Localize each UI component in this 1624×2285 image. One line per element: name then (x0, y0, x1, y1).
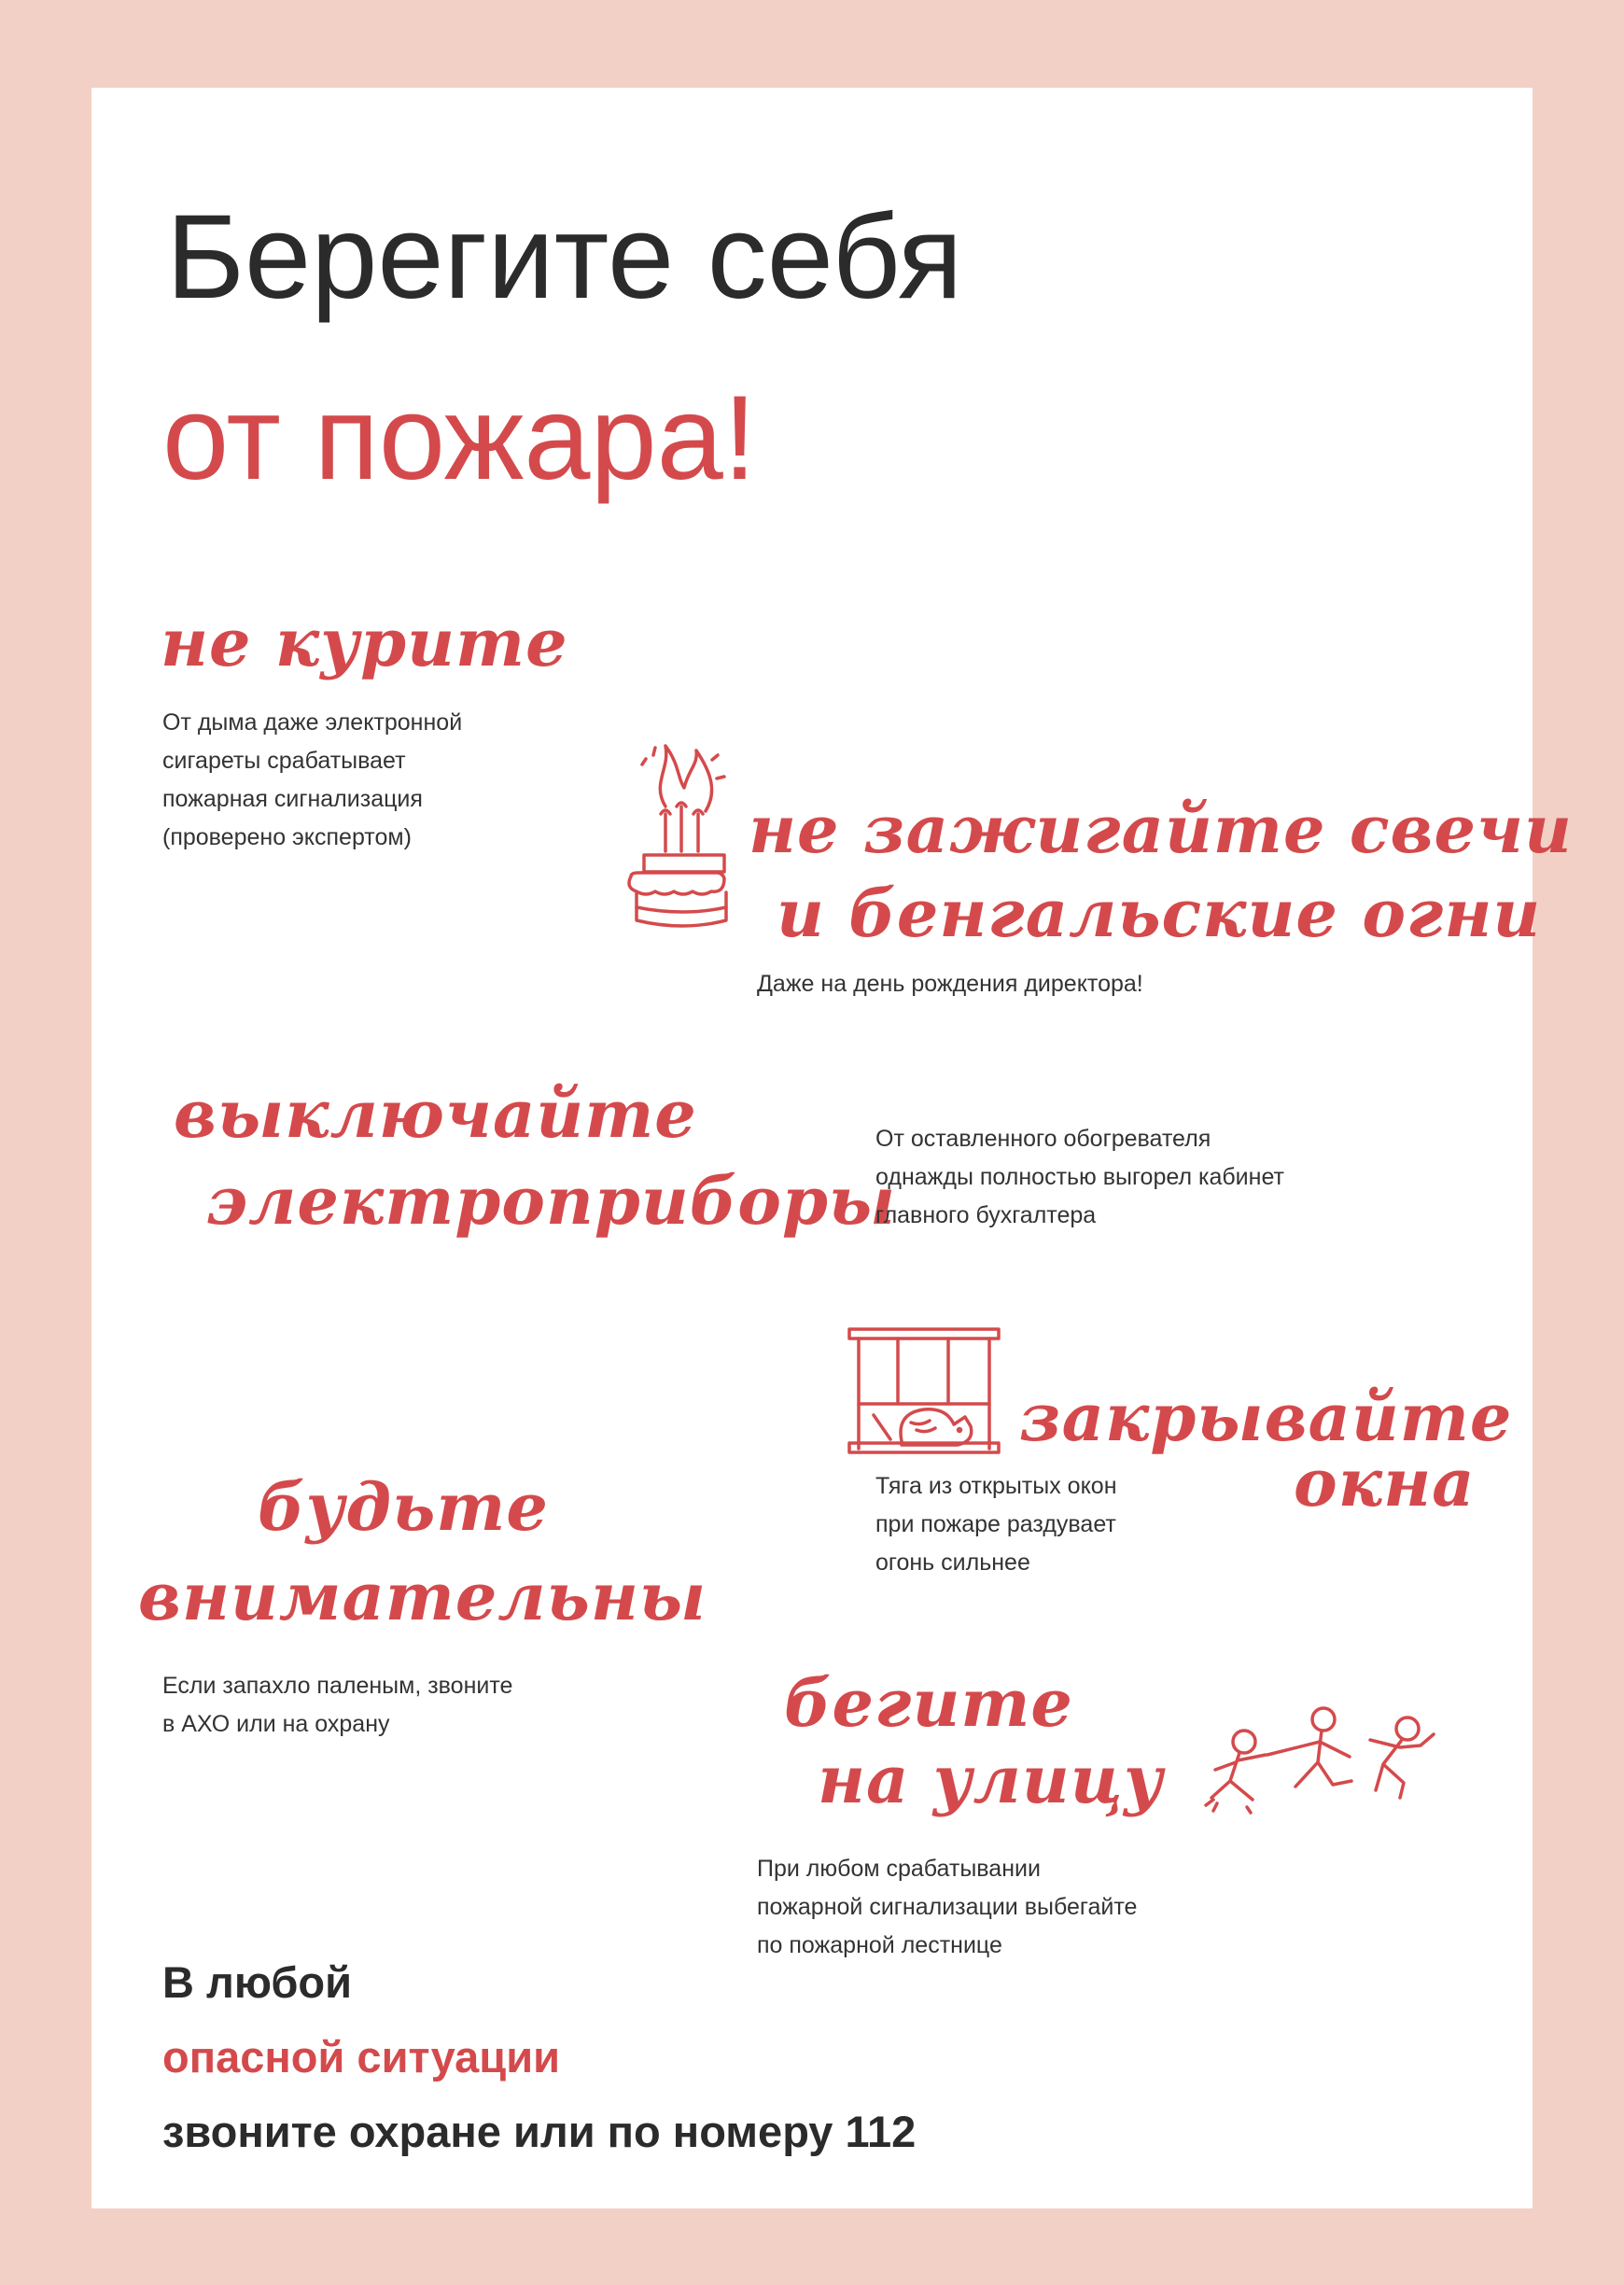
rule-no-smoking-text: От дыма даже электронной сигареты срабатывает пожарная сигнализация (проверено экспертом) (162, 709, 463, 850)
title-line-2: от пожара! (162, 371, 757, 505)
rule-appliances-heading-1: выключайте (174, 1075, 697, 1153)
rule-run-text: При любом срабатывании пожарной сигнализации выбегайте по пожарной лестнице (757, 1856, 1138, 1958)
rule-attentive-heading-2: внимательны (138, 1558, 707, 1635)
footer-line-1: В любой (162, 1957, 353, 2007)
rule-candles-heading-1: не зажигайте свечи (749, 791, 1573, 868)
rule-run-heading-2: на улицу (818, 1741, 1164, 1818)
title-line-1: Берегите себя (166, 190, 963, 324)
rule-attentive-text: Если запахло паленым, звоните в АХО или на охрану (162, 1673, 513, 1737)
footer-line-3: звоните охране или по номеру 112 (162, 2107, 917, 2156)
footer-line-2: опасной ситуации (162, 2032, 560, 2082)
rule-appliances-text: От оставленного обогревателя однажды полностью выгорел кабинет главного бухгалтера (875, 1126, 1284, 1228)
rule-candles-text: Даже на день рождения директора! (757, 971, 1143, 997)
rule-windows-heading-1: закрывайте (1019, 1379, 1513, 1456)
rule-windows-heading-2: окна (1294, 1444, 1476, 1521)
window-cat-icon (846, 1325, 1004, 1456)
poster-sheet (91, 88, 1573, 2208)
rule-windows-text: Тяга из открытых окон при пожаре раздувает огонь сильнее (875, 1473, 1117, 1576)
rule-attentive-heading-1: будьте (258, 1468, 549, 1546)
rule-candles-heading-2: и бенгальские огни (777, 875, 1542, 952)
rule-appliances-heading-2: электроприборы (205, 1162, 897, 1240)
rule-run-heading-1: бегите (784, 1664, 1073, 1742)
birthday-cake-icon (623, 741, 735, 946)
rule-no-smoking-heading: не курите (161, 604, 568, 681)
running-people-icon (1202, 1704, 1435, 1826)
